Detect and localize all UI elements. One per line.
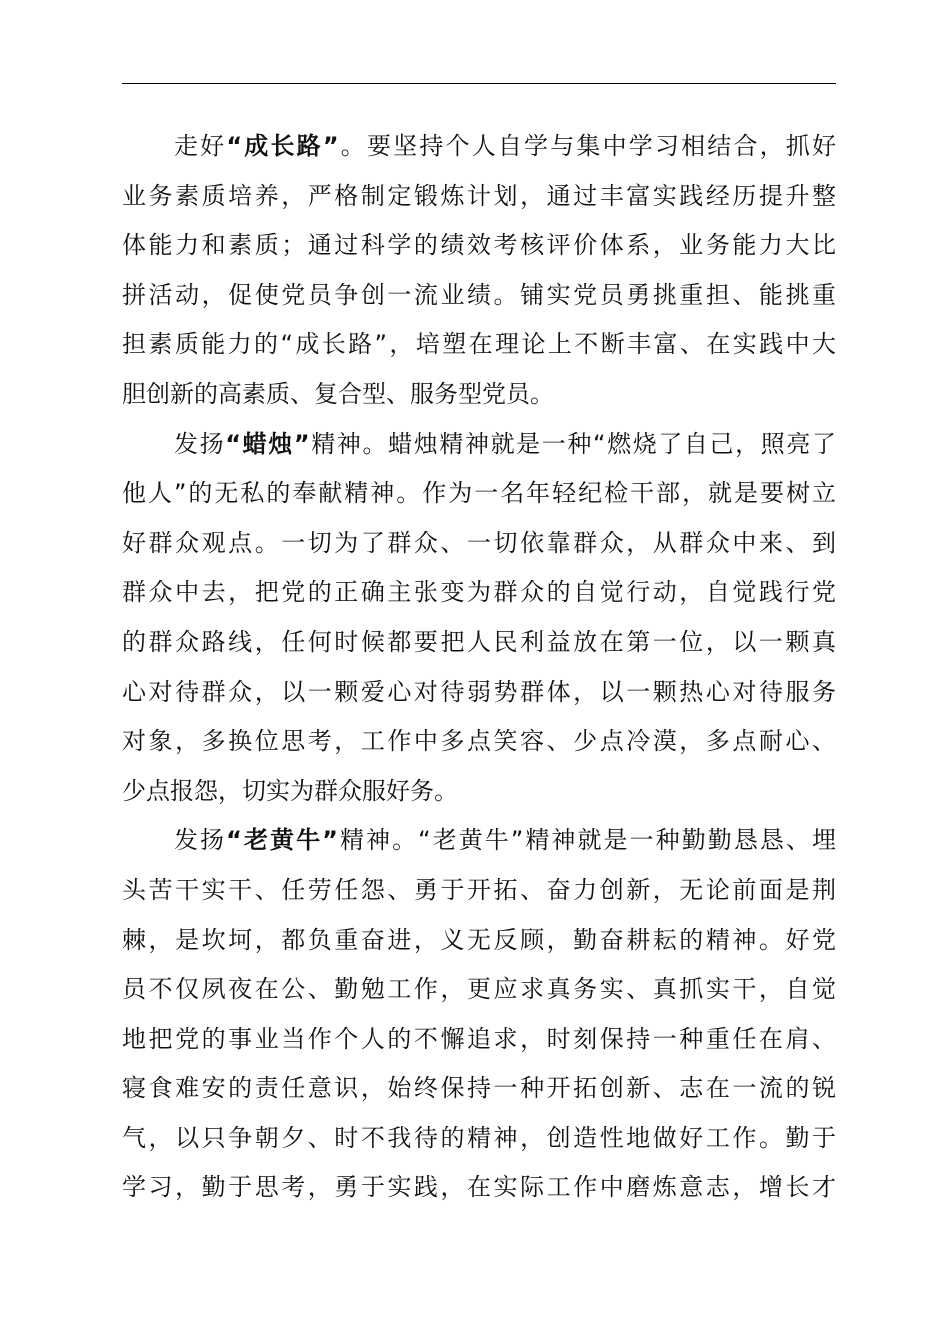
text-segment: 寝食难安的责任意识，始终保持一种开拓创新、志在一流的锐 <box>122 1074 836 1103</box>
text-segment: 好群众观点。一切为了群众、一切依靠群众，从群众中来、到 <box>122 528 836 557</box>
text-line <box>122 271 836 321</box>
paragraph <box>122 816 836 1213</box>
text-line <box>122 668 836 718</box>
text-segment: 心对待群众，以一颗爱心对待弱势群体，以一颗热心对待服务 <box>122 677 836 706</box>
text-line <box>122 866 836 916</box>
text-segment: 业务素质培养，严格制定锻炼计划，通过丰富实践经历提升整 <box>122 181 836 210</box>
paragraph <box>122 420 836 817</box>
text-segment: 头苦干实干、任劳任怨、勇于开拓、奋力创新，无论前面是荆 <box>122 875 836 904</box>
text-segment: 走好 <box>174 132 227 160</box>
header-rule <box>122 83 836 84</box>
text-segment: 胆创新的高素质、复合型、服务型党员。 <box>122 379 554 408</box>
text-segment: 少点报怨，切实为群众服好务。 <box>122 776 458 805</box>
text-line <box>122 1114 836 1164</box>
text-segment: 的群众路线，任何时候都要把人民利益放在第一位，以一颗真 <box>122 627 836 656</box>
text-line <box>122 717 836 767</box>
text-segment: 发扬 <box>174 429 226 458</box>
text-line <box>122 320 836 370</box>
emphasized-phrase: “成长路” <box>226 132 339 160</box>
text-line <box>122 767 836 817</box>
text-segment: 担素质能力的“成长路”，培塑在理论上不断丰富、在实践中大 <box>122 330 836 359</box>
text-line <box>122 519 836 569</box>
text-segment: 体能力和素质；通过科学的绩效考核评价体系，业务能力大比 <box>122 231 836 260</box>
paragraph <box>122 122 836 420</box>
text-line <box>122 1163 836 1213</box>
text-line <box>122 1015 836 1065</box>
text-segment: 学习，勤于思考，勇于实践，在实际工作中磨炼意志，增长才 <box>122 1173 836 1202</box>
text-line <box>122 1064 836 1114</box>
text-line <box>122 568 836 618</box>
text-segment: 精神。蜡烛精神就是一种“燃烧了自己，照亮了 <box>309 429 836 458</box>
text-segment: 群众中去，把党的正确主张变为群众的自觉行动，自觉践行党 <box>122 578 836 607</box>
text-segment: 精神。“老黄牛”精神就是一种勤勤恳恳、埋 <box>337 826 836 855</box>
text-line <box>122 916 836 966</box>
text-segment: 气，以只争朝夕、时不我待的精神，创造性地做好工作。勤于 <box>122 1123 836 1152</box>
text-line <box>122 221 836 271</box>
emphasized-phrase: “老黄牛” <box>226 826 338 855</box>
text-segment: 。要坚持个人自学与集中学习相结合，抓好 <box>338 132 836 160</box>
text-segment: 对象，多换位思考，工作中多点笑容、少点冷漠，多点耐心、 <box>122 727 836 756</box>
text-segment: 棘，是坎坷，都负重奋进，义无反顾，勤奋耕耘的精神。好党 <box>122 925 836 954</box>
text-line <box>122 618 836 668</box>
text-line <box>122 965 836 1015</box>
text-segment: 地把党的事业当作个人的不懈追求，时刻保持一种重任在肩、 <box>122 1024 836 1053</box>
text-segment: 拼活动，促使党员争创一流业绩。铺实党员勇挑重担、能挑重 <box>122 280 836 309</box>
text-line <box>122 172 836 222</box>
text-segment: 他人”的无私的奉献精神。作为一名年轻纪检干部，就是要树立 <box>122 479 836 508</box>
text-line <box>122 370 836 420</box>
text-segment: 员不仅夙夜在公、勤勉工作，更应求真务实、真抓实干，自觉 <box>122 975 836 1004</box>
text-line <box>122 122 836 172</box>
document-body <box>122 122 836 1213</box>
text-line <box>122 816 836 866</box>
emphasized-phrase: “蜡烛” <box>225 429 310 458</box>
text-line <box>122 420 836 470</box>
text-segment: 发扬 <box>174 826 227 855</box>
text-line <box>122 469 836 519</box>
